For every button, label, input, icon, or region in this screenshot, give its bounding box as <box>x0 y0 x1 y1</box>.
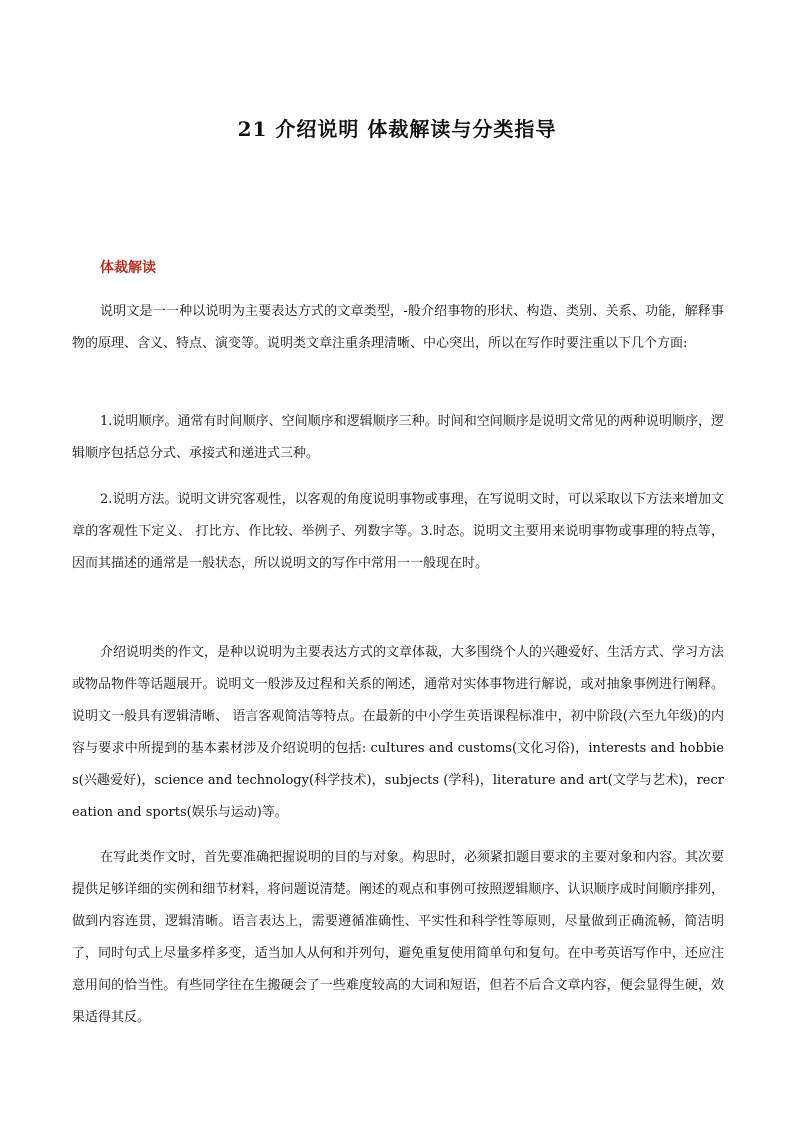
section-heading: 体裁解读 <box>100 260 156 276</box>
paragraph-intro: 说明文是一一种以说明为主要表达方式的文章类型，-般介绍事物的形状、构造、类别、关系、功能，解释事物的原理、含义、特点、演变等。说明类文章注重条理清晰、中心突出，所以在写作时要注重以下几个方面: <box>72 304 724 351</box>
paragraph-writing-guidance: 在写此类作文时，首先要准确把握说明的目的与对象。构思时，必须紧扣题目要求的主要对象和内容。其次要提供足够详细的实例和细节材料，将问题说清楚。阐述的观点和事例可按照逻辑顺序、认识顺序成时间顺序排列，做到内容连贯，逻辑清晰。语言表达上，需要遵循准确性、平实性和科学性等原则，尽量做到正确流畅，简洁明了，同时句式上尽量多样多变，适当加人从何和并列句，避免重复使用简单句和复句。在中考英语写作中，还应注意用间的恰当性。有些同学往在生搬硬会了一些难度较高的大词和短语，但若不后合文章内容，便会显得生硬，效果适得其反。 <box>72 850 725 1025</box>
paragraph-explanation-order: 1.说明顺序。通常有时间顺序、空间顺序和逻辑顺序三种。时间和空间顺序是说明文常见的两种说明顺序，逻辑顺序包括总分式、承接式和递进式三种。 <box>72 414 724 461</box>
paragraph-explanation-method: 2.说明方法。说明文讲究客观性，以客观的角度说明事物或事理，在写说明文时，可以采取以下方法来增加文章的客观性下定义、 打比方、作比较、举例子、列数字等。3.时态。说明文主要用来说明事物或事理的特点等，因而其描述的通常是一般状态，所以说明文的写作中常用一一般现在时。 <box>72 492 724 571</box>
paragraph-genre-overview: 介绍说明类的作文，是种以说明为主要表达方式的文章体裁，大多围绕个人的兴趣爱好、生活方式、学习方法或物品物件等话题展开。说明文一般涉及过程和关系的阐述，通常对实体事物进行解说，或对抽象事例进行阐释。说明文一般具有逻辑清晰、 语言客观简洁等特点。在最新的中小学生英语课程标准中，初中阶段(六至九年级)的内容与要求中所提到的基本素材涉及介绍说明的包括: cultures and customs(文化习俗)，interests and hobbies(兴趣爱好)，science and technology(科学技术)，subjects (学科)，literature and art(文学与艺术)，recreation and sports(娱乐与运动)等。 <box>72 645 725 820</box>
document-title: 21 介绍说明 体裁解读与分类指导 <box>237 117 557 142</box>
